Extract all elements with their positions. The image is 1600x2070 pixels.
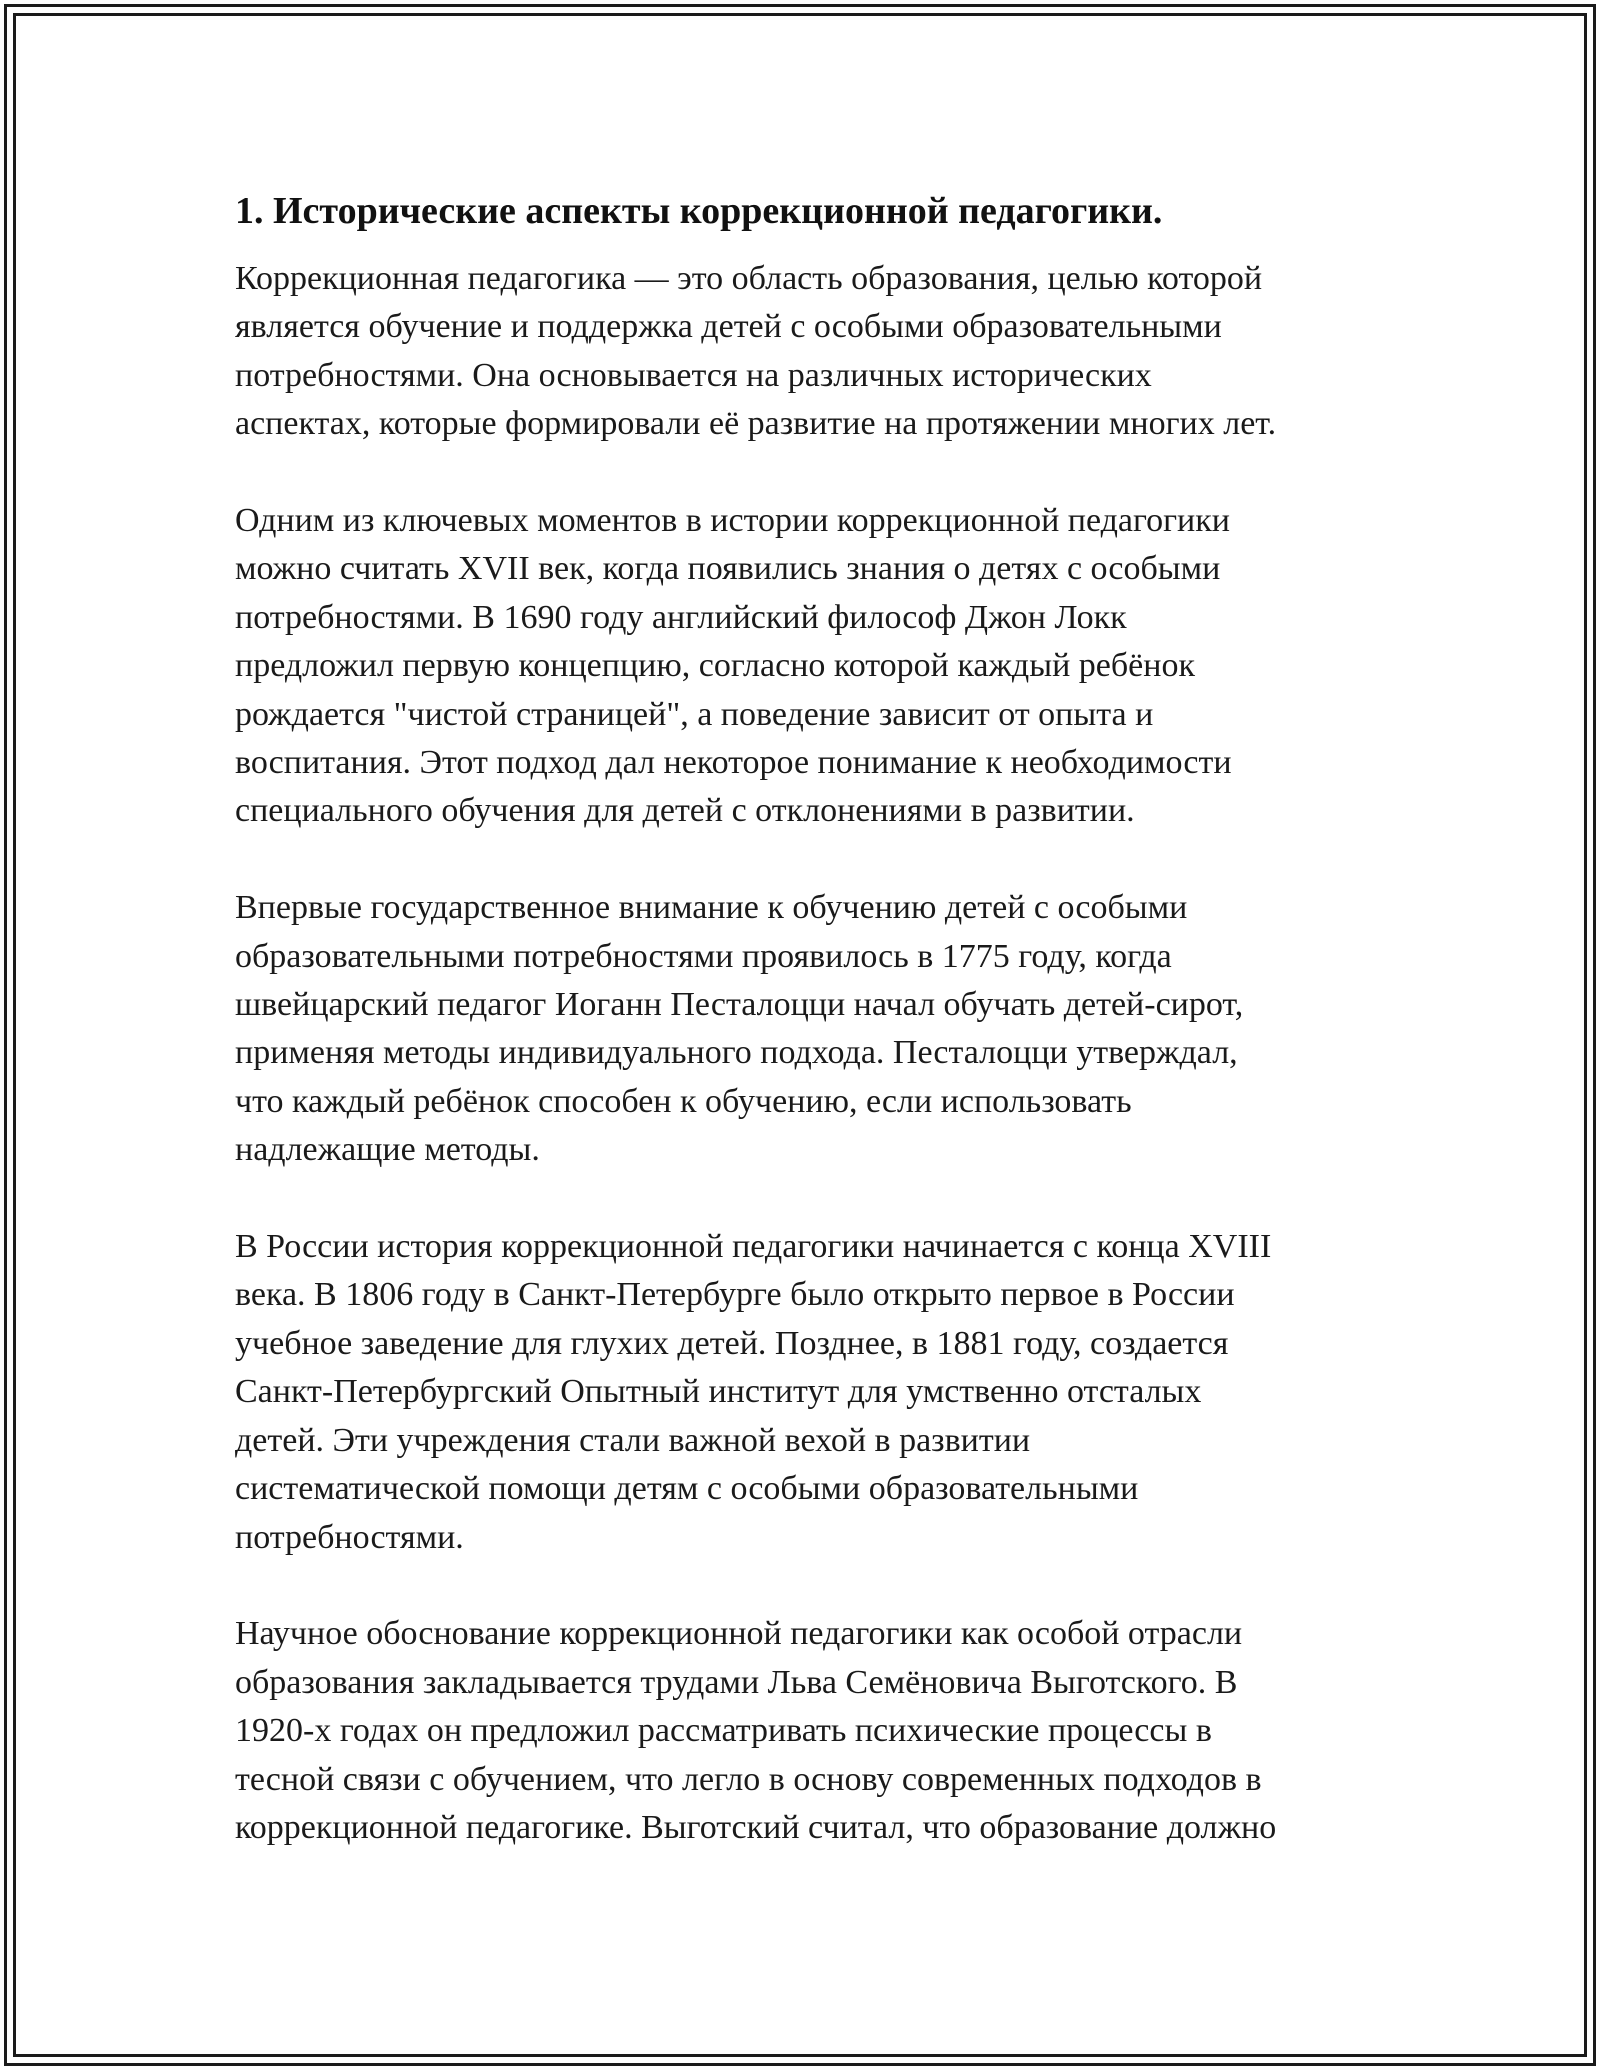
paragraph-3	[235, 884, 1395, 1174]
paragraph-line: применяя методы индивидуального подхода. Песталоцци утверждал,	[235, 1034, 1238, 1072]
paragraph-line: потребностями. В 1690 году английский философ Джон Локк	[235, 598, 1127, 636]
paragraph-line: 1920-х годах он предложил рассматривать психические процессы в	[235, 1712, 1212, 1750]
paragraph-line: швейцарский педагог Иоганн Песталоцци начал обучать детей-сирот,	[235, 986, 1244, 1024]
paragraph-line: Впервые государственное внимание к обучению детей с особыми	[235, 889, 1188, 927]
paragraph-line: аспектах, которые формировали её развитие на протяжении многих лет.	[235, 405, 1277, 443]
section-heading: 1. Исторические аспекты коррекционной педагогики.	[235, 190, 1163, 232]
paragraph-line: потребностями.	[235, 1518, 464, 1556]
paragraph-line: Одним из ключевых моментов в истории коррекционной педагогики	[235, 502, 1230, 540]
paragraph-line: образования закладывается трудами Льва Семёновича Выготского. В	[235, 1663, 1238, 1701]
paragraph-line: учебное заведение для глухих детей. Позднее, в 1881 году, создается	[235, 1324, 1229, 1362]
paragraph-line: систематической помощи детям с особыми образовательными	[235, 1470, 1139, 1508]
paragraph-5	[235, 1610, 1395, 1852]
paragraph-line: детей. Эти учреждения стали важной вехой в развитии	[235, 1421, 1031, 1459]
paragraph-line: образовательными потребностями проявилось в 1775 году, когда	[235, 937, 1172, 975]
paragraph-line: века. В 1806 году в Санкт-Петербурге было открыто первое в России	[235, 1276, 1235, 1314]
paragraph-line: потребностями. Она основывается на различных исторических	[235, 356, 1152, 394]
document-body	[235, 185, 1395, 1901]
paragraph-line: В России история коррекционной педагогики начинается с конца XVIII	[235, 1228, 1272, 1266]
paragraph-line: можно считать XVII век, когда появились знания о детях с особыми	[235, 550, 1221, 588]
paragraph-line: коррекционной педагогике. Выготский считал, что образование должно	[235, 1808, 1277, 1846]
paragraph-line: рождается "чистой страницей", а поведение зависит от опыта и	[235, 695, 1154, 733]
paragraph-line: что каждый ребёнок способен к обучению, если использовать	[235, 1082, 1132, 1120]
paragraph-line: Научное обоснование коррекционной педагогики как особой отрасли	[235, 1615, 1243, 1653]
paragraph-line: Коррекционная педагогика — это область образования, целью которой	[235, 260, 1263, 297]
paragraph-line: специального обучения для детей с отклонениями в развитии.	[235, 792, 1135, 830]
paragraph-4	[235, 1223, 1395, 1562]
paragraph-line: является обучение и поддержка детей с особыми образовательными	[235, 308, 1222, 346]
paragraph-line: воспитания. Этот подход дал некоторое понимание к необходимости	[235, 744, 1232, 782]
paragraph-line: надлежащие методы.	[235, 1131, 540, 1169]
paragraph-1	[235, 255, 1395, 449]
paragraph-line: предложил первую концепцию, согласно которой каждый ребёнок	[235, 647, 1195, 685]
paragraph-2	[235, 497, 1395, 836]
paragraph-line: тесной связи с обучением, что легло в основу современных подходов в	[235, 1760, 1262, 1798]
paragraph-line: Санкт-Петербургский Опытный институт для умственно отсталых	[235, 1373, 1202, 1411]
